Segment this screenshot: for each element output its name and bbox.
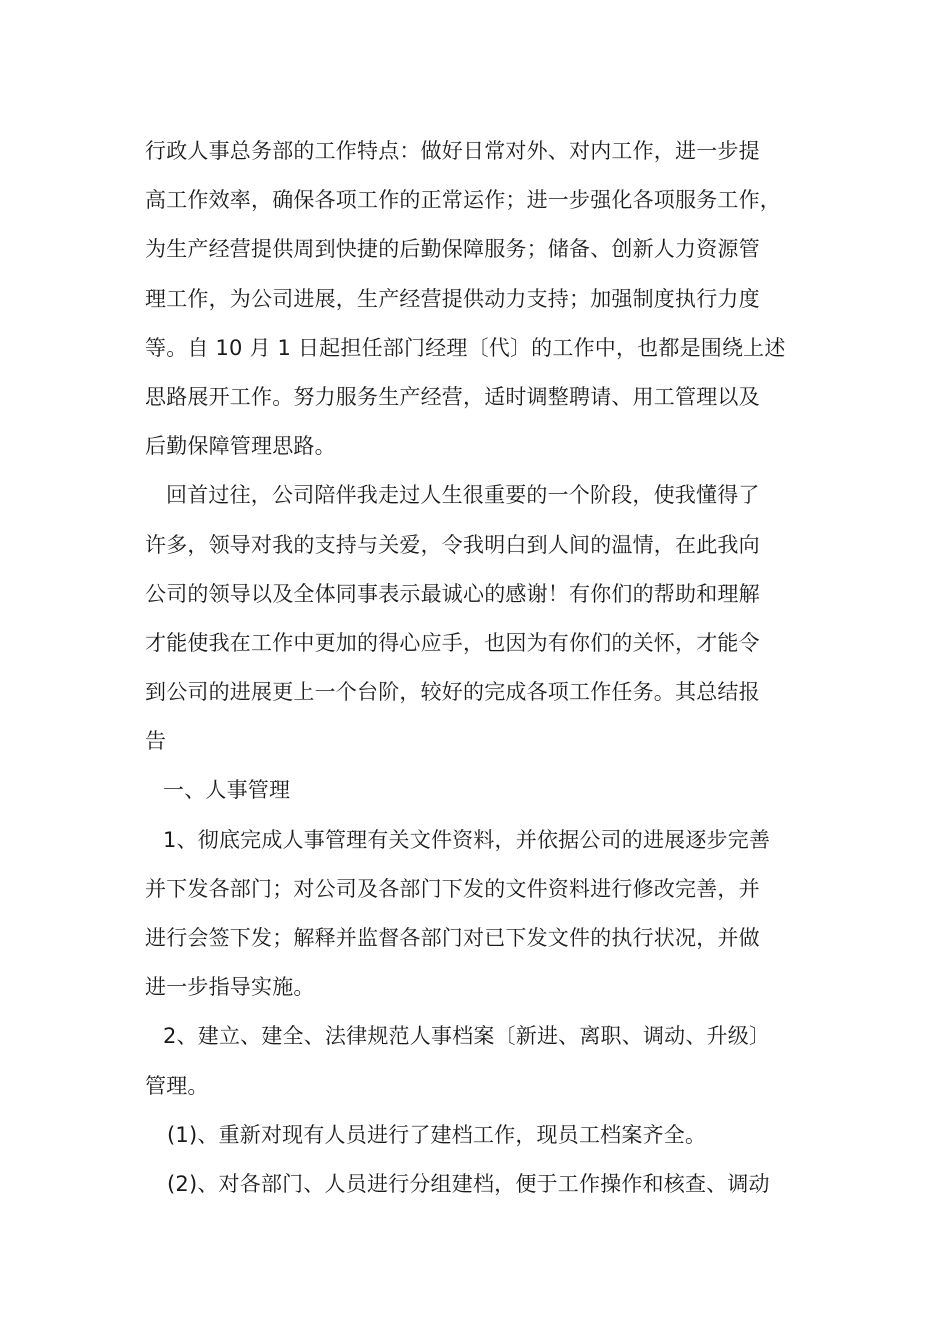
text-line: 等。自 10 月 1 日起担任部门经理〔代〕的工作中，也都是围绕上述: [145, 335, 786, 360]
text-line: 告: [145, 729, 167, 754]
section-heading: 一、人事管理: [163, 778, 291, 803]
text-line: 思路展开工作。努力服务生产经营，适时调整聘请、用工管理以及: [145, 384, 760, 409]
text-line: 公司的领导以及全体同事表示最诚心的感谢！有你们的帮助和理解: [145, 581, 760, 606]
document-body: [145, 127, 825, 1209]
text-line: 后勤保障管理思路。: [145, 434, 336, 459]
text-line: 进行会签下发；解释并监督各部门对已下发文件的执行状况，并做: [145, 926, 760, 950]
text-line: (2)、对各部门、人员进行分组建档，便于工作操作和核查、调动: [167, 1171, 770, 1196]
text-line: 2、建立、建全、法律规范人事档案〔新进、离职、调动、升级〕: [163, 1024, 771, 1049]
text-line: 回首过往，公司陪伴我走过人生很重要的一个阶段，使我懂得了: [166, 483, 760, 508]
text-line: (1)、重新对现有人员进行了建档工作，现员工档案齐全。: [167, 1122, 707, 1147]
text-line: 许多，领导对我的支持与关爱，令我明白到人间的温情，在此我向: [145, 532, 760, 557]
text-line: 进一步指导实施。: [145, 975, 315, 1000]
text-line: 理工作，为公司进展，生产经营提供动力支持；加强制度执行力度: [145, 286, 760, 311]
text-line: 行政人事总务部的工作特点：做好日常对外、对内工作，进一步提: [145, 139, 760, 163]
text-line: 1、彻底完成人事管理有关文件资料，并依据公司的进展逐步完善: [163, 827, 771, 852]
text-line: 才能使我在工作中更加的得心应手，也因为有你们的关怀，才能令: [145, 630, 760, 655]
text-line: 高工作效率，确保各项工作的正常运作；进一步强化各项服务工作，: [145, 188, 781, 213]
text-line: 为生产经营提供周到快捷的后勤保障服务；储备、创新人力资源管: [145, 237, 760, 262]
text-line: 并下发各部门；对公司及各部门下发的文件资料进行修改完善，并: [145, 876, 760, 901]
text-line: 到公司的进展更上一个台阶，较好的完成各项工作任务。其总结报: [145, 680, 760, 705]
text-line: 管理。: [145, 1073, 209, 1098]
